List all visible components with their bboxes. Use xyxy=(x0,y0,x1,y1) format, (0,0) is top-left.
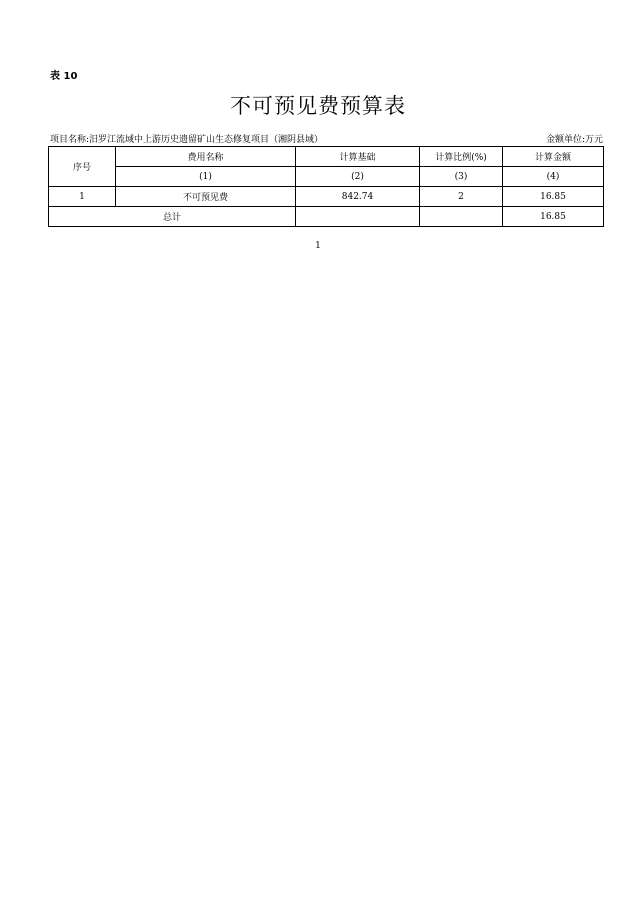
table-row xyxy=(49,187,604,207)
page-title: 不可预见费预算表 xyxy=(230,94,406,118)
row-calc-base: 842.74 xyxy=(296,187,420,207)
row-fee-name: 不可预见费 xyxy=(116,187,296,207)
header-index-1: (1) xyxy=(116,167,296,187)
project-name: 项目名称:汨罗江流域中上游历史遗留矿山生态修复项目（湘阴县域） xyxy=(50,135,324,145)
row-calc-ratio: 2 xyxy=(420,187,503,207)
page-number: 1 xyxy=(315,241,321,251)
budget-table xyxy=(48,146,604,227)
header-index-row xyxy=(49,167,604,187)
total-row xyxy=(49,207,604,227)
header-index-4: (4) xyxy=(503,167,604,187)
row-calc-amount: 16.85 xyxy=(503,187,604,207)
header-calc-amount: 计算金额 xyxy=(503,147,604,167)
total-calc-amount: 16.85 xyxy=(503,207,604,227)
meta-row xyxy=(50,132,603,145)
row-seq: 1 xyxy=(49,187,116,207)
header-row xyxy=(49,147,604,167)
total-calc-ratio xyxy=(420,207,503,227)
total-calc-base xyxy=(296,207,420,227)
total-label: 总计 xyxy=(49,207,296,227)
header-calc-base: 计算基础 xyxy=(296,147,420,167)
header-fee-name: 费用名称 xyxy=(116,147,296,167)
header-seq: 序号 xyxy=(49,147,116,187)
amount-unit: 金额单位:万元 xyxy=(545,135,603,145)
table-number: 表 10 xyxy=(50,71,78,82)
header-index-2: (2) xyxy=(296,167,420,187)
header-calc-ratio: 计算比例(%) xyxy=(420,147,503,167)
header-index-3: (3) xyxy=(420,167,503,187)
